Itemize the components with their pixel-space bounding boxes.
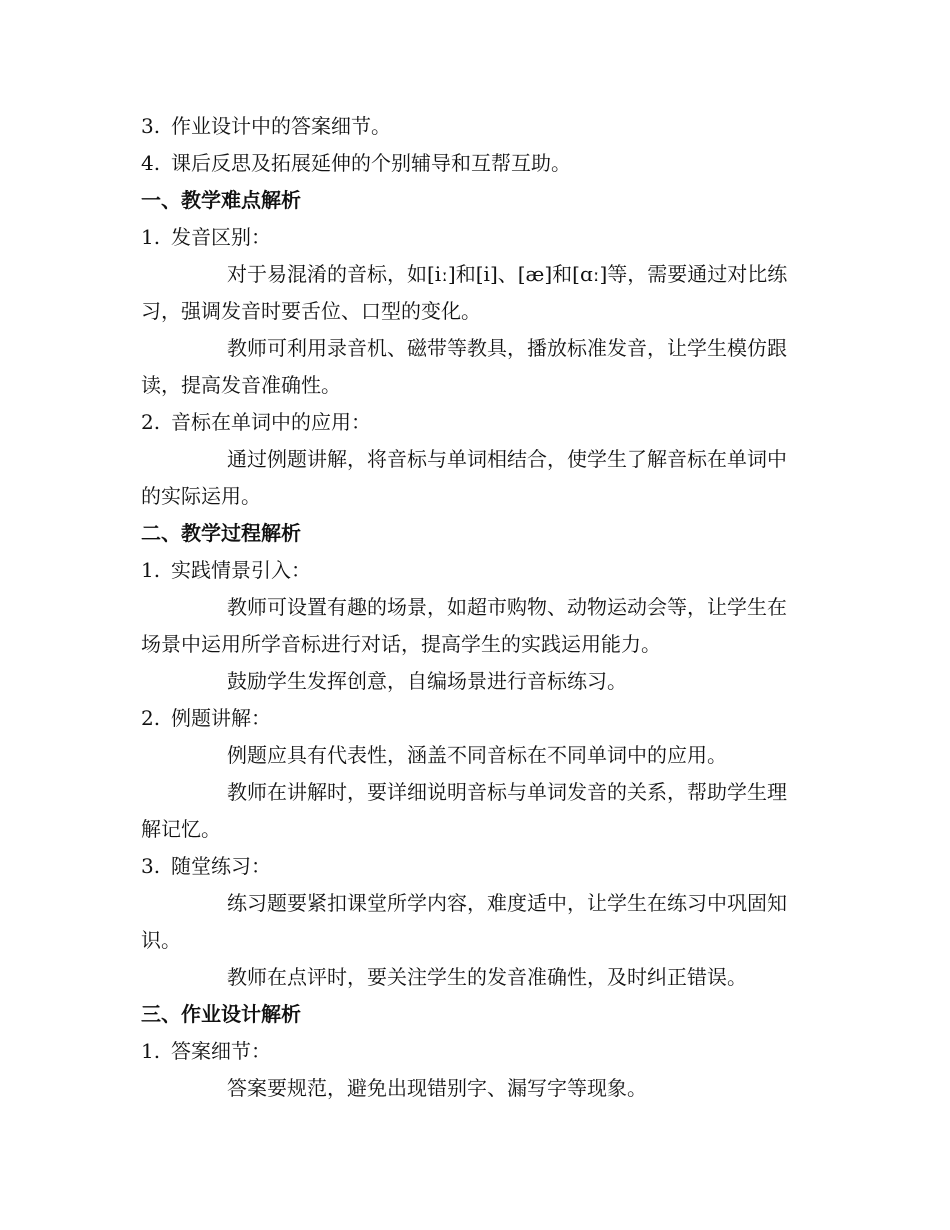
- list-number: 3.: [141, 114, 161, 138]
- list-item: [141, 848, 801, 885]
- section-heading: 一、教学难点解析: [141, 188, 301, 212]
- paragraph: 教师在讲解时，要详细说明音标与单词发音的关系，帮助学生理解记忆。: [141, 780, 787, 841]
- list-text: 答案细节：: [171, 1039, 271, 1063]
- list-number: 4.: [141, 151, 161, 175]
- list-item: [141, 552, 801, 589]
- paragraph: 教师可利用录音机、磁带等教具，播放标准发音，让学生模仿跟读，提高发音准确性。: [141, 336, 787, 397]
- paragraph: 教师在点评时，要关注学生的发音准确性，及时纠正错误。: [227, 965, 747, 989]
- paragraph: 通过例题讲解，将音标与单词相结合，使学生了解音标在单词中的实际运用。: [141, 447, 787, 508]
- list-item: [141, 108, 801, 145]
- list-number: 2.: [141, 706, 161, 730]
- list-text: 例题讲解：: [171, 706, 271, 730]
- paragraph: 答案要规范，避免出现错别字、漏写字等现象。: [227, 1076, 647, 1100]
- list-number: 3.: [141, 854, 161, 878]
- list-number: 2.: [141, 410, 161, 434]
- list-text: 发音区别：: [171, 225, 271, 249]
- paragraph: 练习题要紧扣课堂所学内容，难度适中，让学生在练习中巩固知识。: [141, 891, 787, 952]
- list-text: 作业设计中的答案细节。: [171, 114, 391, 138]
- section-heading: 三、作业设计解析: [141, 1002, 301, 1026]
- document-body: [141, 108, 801, 1107]
- list-text: 实践情景引入：: [171, 558, 311, 582]
- paragraph: 鼓励学生发挥创意，自编场景进行音标练习。: [227, 669, 627, 693]
- list-item: [141, 1033, 801, 1070]
- paragraph: 教师可设置有趣的场景，如超市购物、动物运动会等，让学生在场景中运用所学音标进行对话，提高学生的实践运用能力。: [141, 595, 787, 656]
- list-number: 1.: [141, 558, 161, 582]
- paragraph: 对于易混淆的音标，如[iː]和[i]、[æ]和[ɑː]等，需要通过对比练习，强调发音时要舌位、口型的变化。: [141, 262, 788, 323]
- list-text: 课后反思及拓展延伸的个别辅导和互帮互助。: [171, 151, 571, 175]
- list-item: [141, 145, 801, 182]
- list-item: [141, 404, 801, 441]
- list-item: [141, 219, 801, 256]
- list-number: 1.: [141, 1039, 161, 1063]
- list-item: [141, 700, 801, 737]
- section-heading: 二、教学过程解析: [141, 521, 301, 545]
- list-text: 音标在单词中的应用：: [171, 410, 371, 434]
- list-number: 1.: [141, 225, 161, 249]
- paragraph: 例题应具有代表性，涵盖不同音标在不同单词中的应用。: [227, 743, 727, 767]
- list-text: 随堂练习：: [171, 854, 271, 878]
